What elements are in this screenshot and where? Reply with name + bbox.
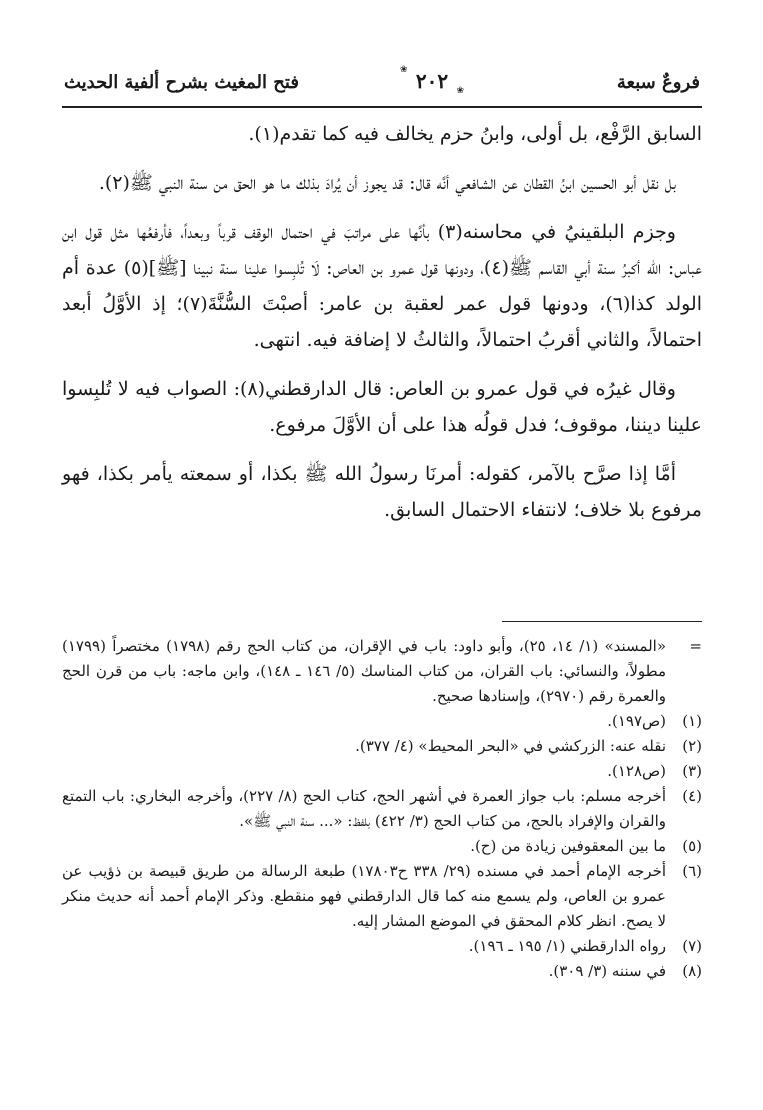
footnote-item — [62, 959, 702, 984]
footnote-separator — [502, 621, 702, 622]
book-title: فتح المغيث بشرح ألفية الحديث — [64, 72, 299, 93]
footnote-item — [62, 759, 702, 784]
page-number-box — [398, 66, 466, 96]
footnote-item — [62, 834, 702, 859]
paragraph: أمَّا إذا صرَّح بالآمر، كقوله: أمرنَا رسولُ الله ﷺ بكذا، أو سمعته يأمر بكذا، فهو مرفوع بلا خلاف؛ لانتفاء الاحتمال السابق. — [62, 463, 702, 521]
footnote-item — [62, 859, 702, 934]
footnote-number: (٨) — [682, 962, 702, 980]
footnote-number: (٣) — [682, 762, 702, 780]
footnote-item — [62, 934, 702, 959]
footnote-number: (٦) — [682, 862, 702, 880]
footnote-item — [62, 734, 702, 759]
footnote-text: (ص١٢٨). — [607, 762, 666, 780]
footnote-text: ما بين المعقوفين زيادة من (ح). — [470, 837, 666, 855]
corner-ornament-icon: ❀ — [400, 65, 408, 75]
footnotes — [62, 634, 702, 984]
footnote-number: (١) — [682, 712, 702, 730]
footnote-text: أخرجه مسلم: باب جواز العمرة في أشهر الحج، كتاب الحج (٨/ ٢٢٧)، وأخرجه البخاري: باب التمتع والقران والإفراد بالحج، من كتاب الحج (٣/ ٤٢٢) بلفظ: «... سنة النبي ﷺ». — [62, 787, 666, 830]
footnote-text: «المسند» (١/ ١٤، ٢٥)، وأبو داود: باب في الإقران، من كتاب الحج رقم (١٧٩٨) مختصراً (١٧٩٩) مطولاً، والنسائي: باب القران، من كتاب المناسك (٥/ ١٤٦ ـ ١٤٨)، وابن ماجه: باب من قرن الحج والعمرة رقم (٢٩٧٠)، وإسنادها صحيح. — [62, 637, 667, 705]
footnote-item — [62, 634, 702, 709]
main-text — [62, 116, 702, 541]
footnote-number: (٢) — [682, 737, 702, 755]
paragraph: بل نقل أبو الحسين ابنُ القطان عن الشافعي أنَّه قال: قد يجوز أن يُرادَ بذلك ما هو الحق من سنة النبي ﷺ(٢). — [98, 172, 676, 194]
book-page — [62, 56, 702, 1096]
footnote-number: (٧) — [682, 937, 702, 955]
footnote-text: (ص١٩٧). — [607, 712, 666, 730]
footnote-number: (٥) — [682, 837, 702, 855]
paragraph: وجزم البلقينيُ في محاسنه(٣) بأنَّها على مراتبَ في احتمال الوقف قرباً وبعداً، فأرفعُها مثل قول ابن عباس: الله أكبرُ سنة أبي القاسم ﷺ(٤)، ودونها قول عمرو بن العاص: لَا تُلبِسوا علينا سنة نبينا [ﷺ](٥) عدة أم الولد كذا(٦)، ودونها قول عمر لعقبة بن عامر: أصبْتَ السُّنَّةَ(٧)؛ إذ الأوَّلُ أبعد احتمالاً، والثاني أقربُ احتمالاً، والثالثُ لا إضافة فيه. انتهى. — [62, 221, 702, 351]
footnote-text: رواه الدارقطني (١/ ١٩٥ ـ ١٩٦). — [468, 937, 666, 955]
footnote-text: نقله عنه: الزركشي في «البحر المحيط» (٤/ ٣٧٧). — [355, 737, 666, 755]
paragraph: وقال غيرُه في قول عمرو بن العاص: قال الدارقطني(٨): الصواب فيه لا تُلبِسوا علينا ديننا، موقوف؛ فدل قولُه هذا على أن الأوَّلَ مرفوع. — [62, 378, 702, 436]
footnote-text: أخرجه الإمام أحمد في مسنده (٢٩/ ٣٣٨ ح١٧٨٠٣) طبعة الرسالة من طريق قبيصة بن ذؤيب عن عمرو بن العاص، ولم يسمع منه كما قال الدارقطني فهو منقطع. وذكر الإمام أحمد أنه حديث منكر لا يصح. انظر كلام المحقق في الموضع المشار إليه. — [62, 862, 667, 930]
footnote-number: (٤) — [682, 787, 702, 805]
paragraph: السابق الرَّفْع، بل أولى، وابنُ حزم يخالف فيه كما تقدم(١). — [248, 123, 702, 145]
corner-ornament-icon: ❀ — [456, 86, 464, 96]
footnote-text: في سننه (٣/ ٣٠٩). — [548, 962, 666, 980]
footnote-item — [62, 784, 702, 834]
section-title: فروعٌ سبعة — [616, 72, 700, 93]
footnote-number: = — [689, 637, 702, 655]
footnote-item — [62, 709, 702, 734]
running-header — [62, 62, 702, 106]
header-rule — [62, 106, 702, 108]
page-number: ٢٠٢ — [415, 69, 449, 93]
